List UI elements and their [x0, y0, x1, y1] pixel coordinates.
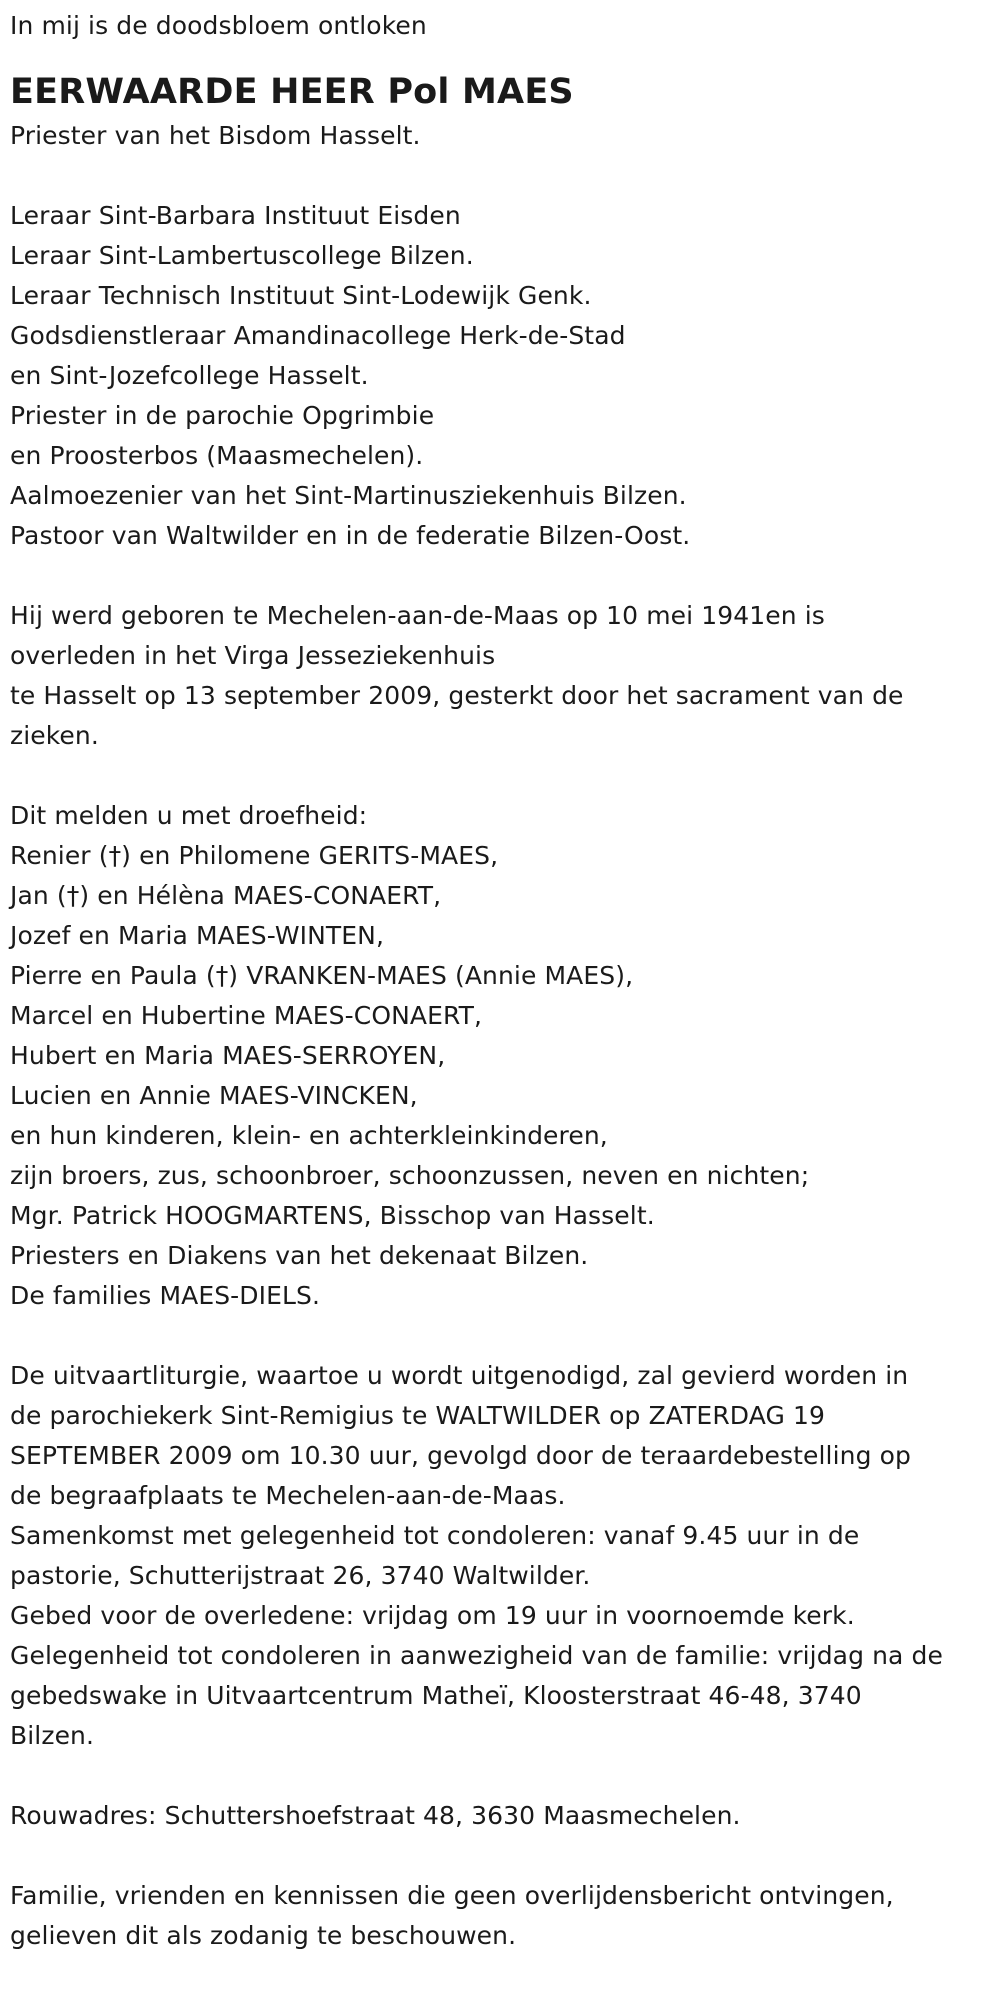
funeral-line: Samenkomst met gelegenheid tot condoleren: vanaf 9.45 uur in de: [10, 1521, 860, 1550]
funeral-line: Gelegenheid tot condoleren in aanwezigheid van de familie: vrijdag na de: [10, 1641, 943, 1670]
career-line: en Proosterbos (Maasmechelen).: [10, 441, 424, 470]
career-line: Aalmoezenier van het Sint-Martinusziekenhuis Bilzen.: [10, 481, 687, 510]
family-member: Marcel en Hubertine MAES-CONAERT,: [10, 1001, 483, 1030]
funeral-line: de parochiekerk Sint-Remigius te WALTWILDER op ZATERDAG 19: [10, 1401, 826, 1430]
mourning-address: Rouwadres: Schuttershoefstraat 48, 3630 Maasmechelen.: [10, 1801, 741, 1830]
spacer: [10, 1836, 990, 1876]
deceased-title: EERWAARDE HEER Pol MAES: [10, 72, 574, 112]
spacer: [10, 556, 990, 596]
birth-death-paragraph: [10, 596, 990, 756]
family-heading: Dit melden u met droefheid:: [10, 801, 368, 830]
career-line: en Sint-Jozefcollege Hasselt.: [10, 361, 369, 390]
career-line: Priester in de parochie Opgrimbie: [10, 401, 435, 430]
family-member: en hun kinderen, klein- en achterkleinkinderen,: [10, 1121, 608, 1150]
birth-death-line: te Hasselt op 13 september 2009, gesterkt door het sacrament van de: [10, 681, 904, 710]
family-member: Renier (†) en Philomene GERITS-MAES,: [10, 841, 499, 870]
career-list: [10, 196, 990, 556]
deceased-subtitle: Priester van het Bisdom Hasselt.: [10, 121, 421, 150]
career-line: Godsdienstleraar Amandinacollege Herk-de-Stad: [10, 321, 626, 350]
funeral-line: pastorie, Schutterijstraat 26, 3740 Waltwilder.: [10, 1561, 591, 1590]
family-member: zijn broers, zus, schoonbroer, schoonzussen, neven en nichten;: [10, 1161, 810, 1190]
family-member: Mgr. Patrick HOOGMARTENS, Bisschop van Hasselt.: [10, 1201, 655, 1230]
closing-line: Familie, vrienden en kennissen die geen overlijdensbericht ontvingen,: [10, 1881, 894, 1910]
spacer: [10, 756, 990, 796]
intro-line: In mij is de doodsbloem ontloken: [10, 11, 427, 40]
funeral-line: De uitvaartliturgie, waartoe u wordt uitgenodigd, zal gevierd worden in: [10, 1361, 909, 1390]
family-member: De families MAES-DIELS.: [10, 1281, 321, 1310]
family-member: Jan (†) en Hélèna MAES-CONAERT,: [10, 881, 442, 910]
funeral-line: Gebed voor de overledene: vrijdag om 19 uur in voornoemde kerk.: [10, 1601, 855, 1630]
family-member: Pierre en Paula (†) VRANKEN-MAES (Annie MAES),: [10, 961, 634, 990]
birth-death-line: Hij werd geboren te Mechelen-aan-de-Maas op 10 mei 1941en is: [10, 601, 825, 630]
career-line: Pastoor van Waltwilder en in de federatie Bilzen-Oost.: [10, 521, 691, 550]
family-member: Hubert en Maria MAES-SERROYEN,: [10, 1041, 446, 1070]
family-list: [10, 796, 990, 1316]
career-line: Leraar Technisch Instituut Sint-Lodewijk Genk.: [10, 281, 592, 310]
birth-death-line: overleden in het Virga Jesseziekenhuis: [10, 641, 496, 670]
funeral-line: gebedswake in Uitvaartcentrum Matheï, Kloosterstraat 46-48, 3740: [10, 1681, 862, 1710]
family-member: Priesters en Diakens van het dekenaat Bilzen.: [10, 1241, 589, 1270]
family-member: Jozef en Maria MAES-WINTEN,: [10, 921, 385, 950]
closing-line: gelieven dit als zodanig te beschouwen.: [10, 1921, 517, 1950]
birth-death-line: zieken.: [10, 721, 99, 750]
spacer: [10, 1756, 990, 1796]
career-line: Leraar Sint-Barbara Instituut Eisden: [10, 201, 461, 230]
spacer: [10, 1316, 990, 1356]
spacer: [10, 156, 990, 196]
closing-paragraph: [10, 1876, 990, 1956]
funeral-paragraph: [10, 1356, 990, 1756]
funeral-line: SEPTEMBER 2009 om 10.30 uur, gevolgd door de teraardebestelling op: [10, 1441, 911, 1470]
career-line: Leraar Sint-Lambertuscollege Bilzen.: [10, 241, 474, 270]
funeral-line: de begraafplaats te Mechelen-aan-de-Maas.: [10, 1481, 566, 1510]
family-member: Lucien en Annie MAES-VINCKEN,: [10, 1081, 418, 1110]
funeral-line: Bilzen.: [10, 1721, 95, 1750]
